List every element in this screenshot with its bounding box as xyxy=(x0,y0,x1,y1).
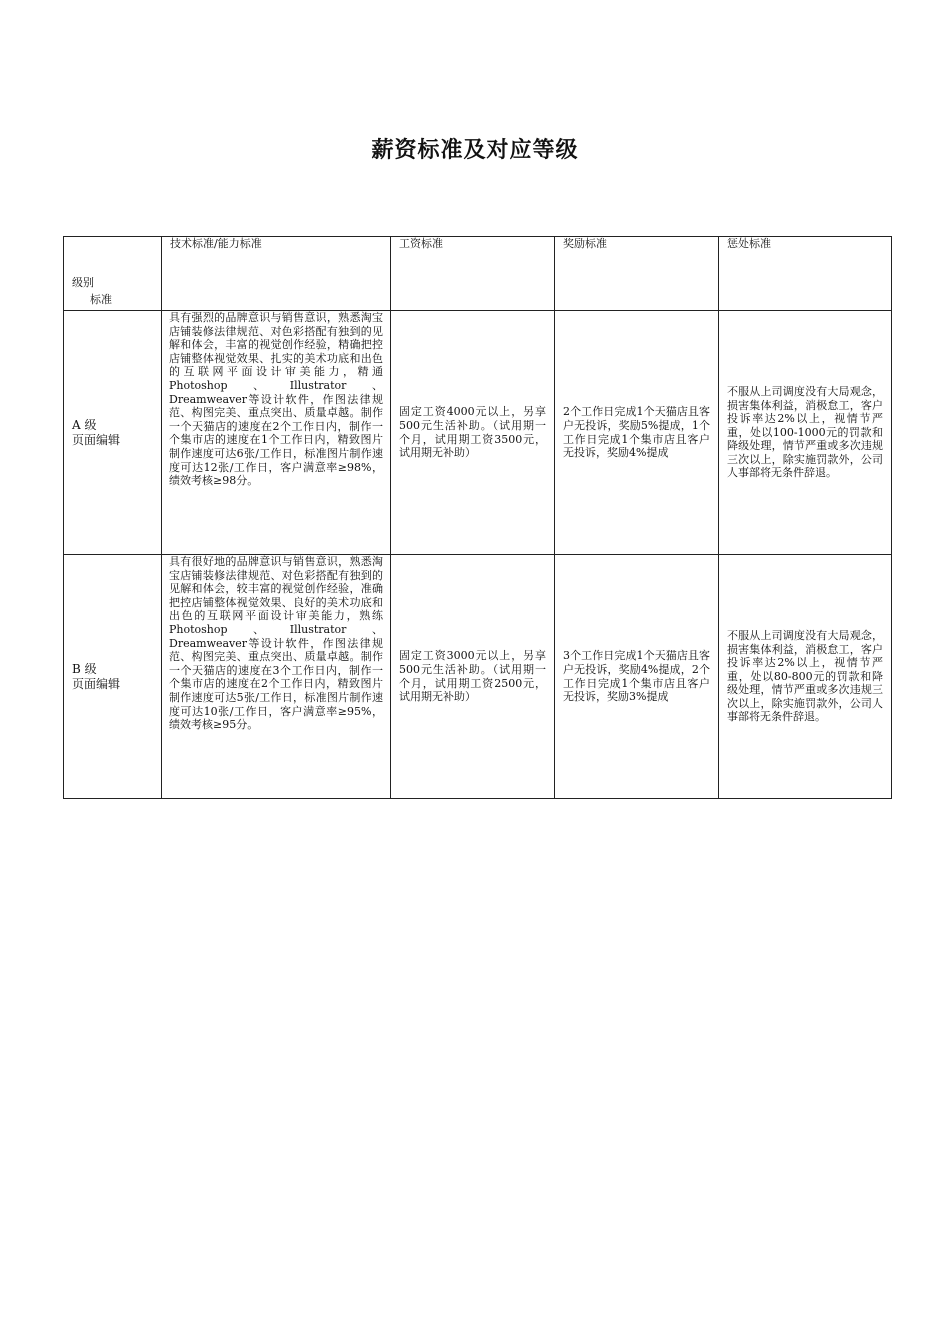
level-cell xyxy=(64,555,162,799)
reward-standard-cell: 3个工作日完成1个天猫店且客户无投诉，奖励4%提成，2个工作日完成1个集市店且客户无投诉，奖励3%提成 xyxy=(555,555,719,799)
tech-standard-cell: 具有强烈的品牌意识与销售意识，熟悉淘宝店铺装修法律规范、对色彩搭配有独到的见解和体会，丰富的视觉创作经验，精确把控店铺整体视觉效果、扎实的美术功底和出色的互联网平面设计审美能力，精通Photoshop、Illustrator、Dreamweaver等设计软件，作图法律规范、构图完美、重点突出、质量卓越。制作一个天猫店的速度在2个工作日内，制作一个集市店的速度在1个工作日内，精致图片制作速度可达6张/工作日，标准图片制作速度可达12张/工作日，客户满意率≥98%，绩效考核≥98分。 xyxy=(162,311,391,555)
salary-standard-cell: 固定工资3000元以上，另享500元生活补助。（试用期一个月，试用期工资2500元，试用期无补助） xyxy=(391,555,555,799)
table-row xyxy=(64,311,892,555)
header-corner-cell xyxy=(64,237,162,311)
penalty-standard-cell: 不服从上司调度没有大局观念，损害集体利益，消极怠工，客户投诉率达2%以上，视情节严重，处以80-800元的罚款和降级处理，情节严重或多次违规三次以上，除实施罚款外，公司人事部将无条件辞退。 xyxy=(719,555,892,799)
salary-standard-cell: 固定工资4000元以上，另享500元生活补助。（试用期一个月，试用期工资3500元，试用期无补助） xyxy=(391,311,555,555)
level-grade: B 级 xyxy=(72,661,97,676)
level-role: 页面编辑 xyxy=(72,432,121,447)
header-corner-bottom: 标准 xyxy=(90,293,112,306)
header-tech: 技术标准/能力标准 xyxy=(162,237,391,311)
header-reward: 奖励标准 xyxy=(555,237,719,311)
penalty-standard-cell: 不服从上司调度没有大局观念，损害集体利益，消极怠工，客户投诉率达2%以上，视情节严重，处以100-1000元的罚款和降级处理，情节严重或多次违规三次以上，除实施罚款外，公司人事部将无条件辞退。 xyxy=(719,311,892,555)
salary-standards-table xyxy=(63,236,892,799)
table-header-row xyxy=(64,237,892,311)
header-penalty: 惩处标准 xyxy=(719,237,892,311)
reward-standard-cell: 2个工作日完成1个天猫店且客户无投诉，奖励5%提成，1个工作日完成1个集市店且客户无投诉，奖励4%提成 xyxy=(555,311,719,555)
table-row xyxy=(64,555,892,799)
header-corner-top: 级别 xyxy=(72,276,94,289)
level-role: 页面编辑 xyxy=(72,676,121,691)
page-title: 薪资标准及对应等级 xyxy=(371,138,579,163)
tech-standard-cell: 具有很好地的品牌意识与销售意识，熟悉淘宝店铺装修法律规范、对色彩搭配有独到的见解和体会，较丰富的视觉创作经验，准确把控店铺整体视觉效果、良好的美术功底和出色的互联网平面设计审美能力，熟练Photoshop、Illustrator、Dreamweaver等设计软件，作图法律规范、构图完美、重点突出、质量卓越。制作一个天猫店的速度在3个工作日内，制作一个集市店的速度在2个工作日内，精致图片制作速度可达5张/工作日，标准图片制作速度可达10张/工作日，客户满意率≥95%，绩效考核≥95分。 xyxy=(162,555,391,799)
level-cell xyxy=(64,311,162,555)
header-salary: 工资标准 xyxy=(391,237,555,311)
level-grade: A 级 xyxy=(72,417,97,432)
